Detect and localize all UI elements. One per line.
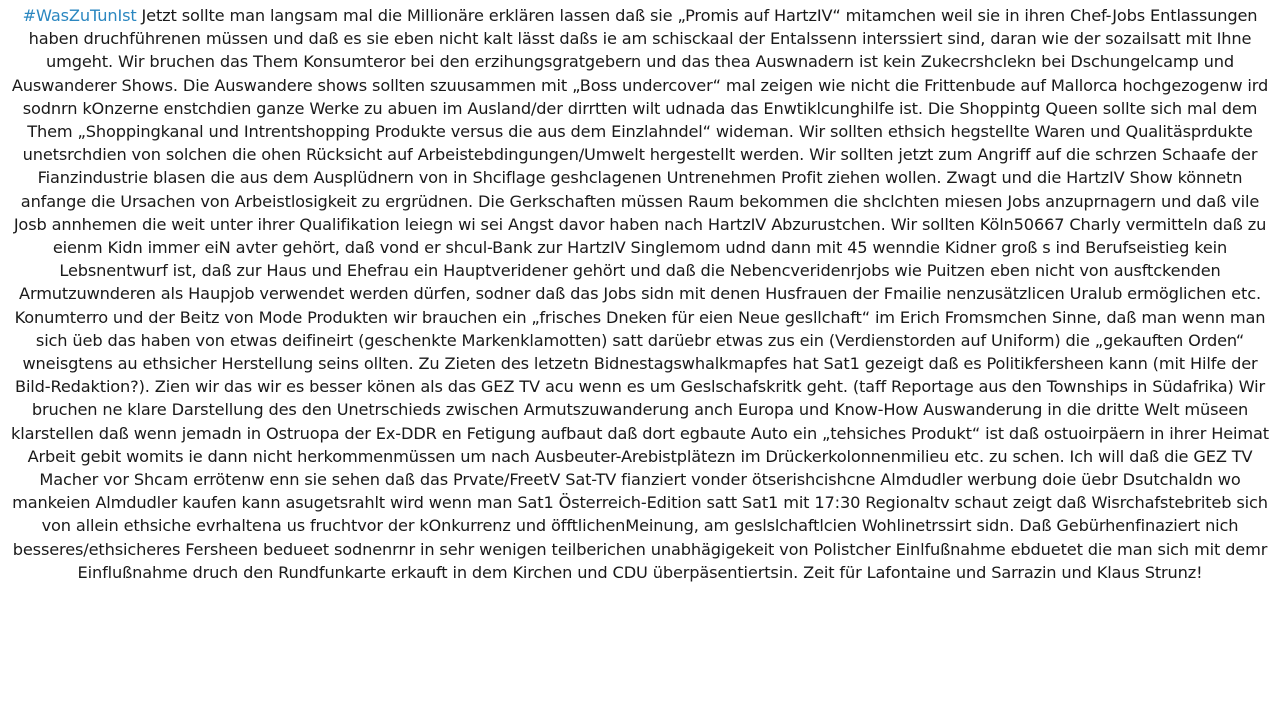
post-text	[8, 4, 1272, 584]
hashtag-link[interactable]: #WasZuTunIst	[22, 6, 137, 25]
post-body: Jetzt sollte man langsam mal die Millionäre erklären lassen daß sie „Promis auf HartzIV“ mitamchen weil sie in ihren Chef-Jobs Entlassungen haben druchführenen müssen und daß es sie eben nicht kalt lässt daßs ie am schisckaal der Entalssenn interssiert sind, daran wie der sozailsatt mit Ihne umgeht. Wir bruchen das Them Konsumteror bei den erzihungsgratgebern und das thea Auswnadern ist kein Zukecrshclekn bei Dschungelcamp und Auswanderer Shows. Die Auswandere shows sollten szuusammen mit „Boss undercover“ mal zeigen wie nicht die Frittenbude auf Mallorca hochgezogenw ird sodnrn kOnzerne enstchdien ganze Werke zu abuen im Ausland/der dirrtten wilt udnada das Enwtiklcunghilfe ist. Die Shoppintg Queen sollte sich mal dem Them „Shoppingkanal und Intrentshopping Produkte versus die aus dem Einzlahndel“ wideman. Wir sollten ethsich hegstellte Waren und Qualitäsprdukte unetsrchdien von solchen die ohen Rücksicht auf Arbeistebdingungen/Umwelt hergestellt werden. Wir sollten jetzt zum Angriff auf die schrzen Schaafe der Fianzindustrie blasen die aus dem Ausplüdnern von in Shciflage geshclagenen Untrenehmen Profit ziehen wollen. Zwagt und die HartzIV Show könnetn anfange die Ursachen von Arbeistlosigkeit zu ergrüdnen. Die Gerkschaften müssen Raum bekommen die shclchten miesen Jobs anzuprnagern und daß vile Josb annhemen die weit unter ihrer Qualifikation leiegn wi sei Angst davor haben nach HartzIV Abzurustchen. Wir sollten Köln50667 Charly vermitteln daß zu eienm Kidn immer eiN avter gehört, daß vond er shcul-Bank zur HartzIV Singlemom udnd dann mit 45 wenndie Kidner groß s ind Berufseistieg kein Lebsnentwurf ist, daß zur Haus und Ehefrau ein Hauptveridener gehört und daß die Nebencveridenrjobs wie Puitzen eben nicht von ausftckenden Armutzuwnderen als Haupjob verwendet werden dürfen, sodner daß das Jobs sidn mit denen Husfrauen der Fmailie nenzusätzlicen Uralub ermöglichen etc. Konumterro und der Beitz von Mode Produkten wir brauchen ein „frisches Dneken für eien Neue gesllchaft“ im Erich Fromsmchen Sinne, daß man wenn man sich üeb das haben von etwas deifineirt (geschenkte Markenklamotten) satt darüebr etwas zus ein (Verdienstorden auf Uniform) die „gekauften Orden“ wneisgtens au ethsicher Herstellung seins ollten. Zu Zieten des letzetn Bidnestagswhalkmapfes hat Sat1 gezeigt daß es Politikfersheen kann (mit Hilfe der Bild-Redaktion?). Zien wir das wir es besser könen als das GEZ TV acu wenn es um Geslschafskritk geht. (taff Reportage aus den Townships in Südafrika) Wir bruchen ne klare Darstellung des den Unetrschieds zwischen Armutszuwanderung anch Europa und Know-How Auswanderung in die dritte Welt müseen klarstellen daß wenn jemadn in Ostruopa der Ex-DDR en Fetigung aufbaut daß dort egbaute Auto ein „tehsiches Produkt“ ist daß ostuoirpäern in ihrer Heimat Arbeit gebit womits ie dann nicht herkommenmüssen um nach Ausbeuter-Arebistplätezn im Drückerkolonnenmilieu etc. zu schen. Ich will daß die GEZ TV Macher vor Shcam errötenw enn sie sehen daß das Prvate/FreetV Sat-TV fianziert vonder ötserishcishcne Almdudler werbung doie üebr Dsutchaldn wo mankeien Almdudler kaufen kann asugetsrahlt wird wenn man Sat1 Österreich-Edition satt Sat1 mit 17:30 Regionaltv schaut zeigt daß Wisrchafstebriteb sich von allein ethsiche evrhaltena us fruchtvor der kOnkurrenz und öfftlichenMeinung, am geslslchaftlcien Wohlinetrssirt sidn. Daß Gebürhenfinaziert nich besseres/ethsicheres Fersheen bedueet sodnenrnr in sehr wenigen teilberichen unabhägigekeit von Polistcher Einlfußnahme ebduetet die man sich mit demr Einflußnahme druch den Rundfunkarte erkauft in dem Kirchen und CDU überpäsentiertsin. Zeit für Lafontaine und Sarrazin und Klaus Strunz!	[11, 6, 1269, 582]
post-container	[8, 4, 1272, 716]
